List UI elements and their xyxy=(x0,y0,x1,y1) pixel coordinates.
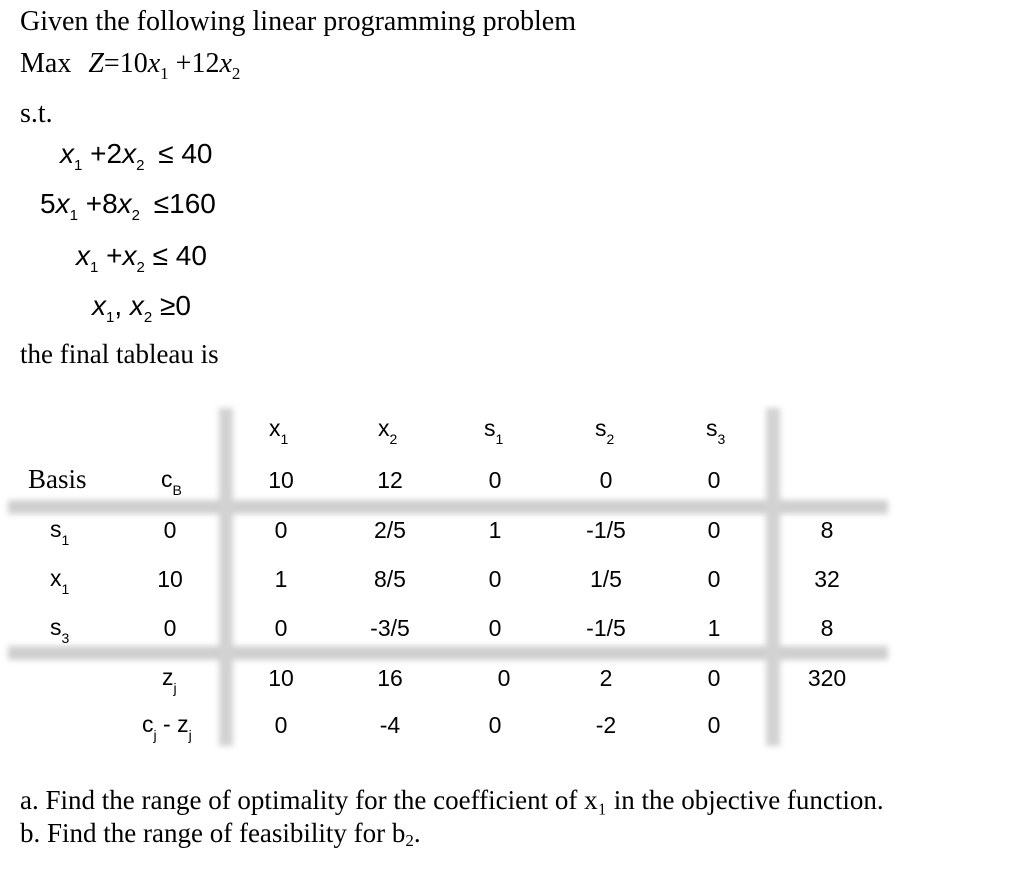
cost-x2: 12 xyxy=(377,467,403,493)
col-header-s2: $s_2$ xyxy=(595,415,615,447)
row-1-cb: 0 xyxy=(163,517,177,543)
constraint-1-x1: x xyxy=(60,138,74,169)
constraint-3-x2-sub: 2 xyxy=(136,259,145,276)
nonneg-sep: , xyxy=(114,290,123,321)
constraint-1-plus: + xyxy=(90,138,107,169)
objective-plus: + xyxy=(175,48,192,79)
tableau-body-divider xyxy=(8,646,888,660)
constraint-1-coef-2: 2 xyxy=(106,138,123,169)
zj-label: $z_j$ xyxy=(162,664,177,696)
row-1-basis: $s_1$ xyxy=(50,516,70,548)
row-2-s1: 0 xyxy=(488,566,502,592)
constraint-2-x1-sub: 1 xyxy=(69,207,78,224)
row-1-s3: 0 xyxy=(707,517,721,543)
cj-minus-zj-label: $c_j - z_j$ xyxy=(142,711,192,743)
objective-equals: = xyxy=(103,48,120,79)
constraint-2-rhs: 160 xyxy=(169,188,216,219)
row-2-cb: 10 xyxy=(157,566,183,592)
constraint-1-x2: x xyxy=(122,138,137,169)
cjzj-x2: -4 xyxy=(379,712,401,738)
constraint-3-rhs: 40 xyxy=(175,240,207,271)
row-2-s3: 0 xyxy=(707,566,721,592)
intro-text: Given the following linear programming problem xyxy=(20,6,576,37)
question-a: a. Find the range of optimality for the coefficient of x₁ in the objective function. xyxy=(20,785,884,815)
question-b: b. Find the range of feasibility for $b_2$. xyxy=(20,818,421,850)
zj-s3: 0 xyxy=(707,665,721,691)
nonneg-x1: x xyxy=(92,290,106,321)
constraint-3-op: ≤ xyxy=(152,240,168,271)
row-2-basis: $x_1$ xyxy=(50,565,70,597)
constraint-1-op: ≤ xyxy=(158,138,174,169)
constraint-3-x2: x xyxy=(122,240,137,271)
objective-x1-sub: 1 xyxy=(160,64,169,83)
objective-x2: x xyxy=(219,48,232,79)
col-header-x2: $x_2$ xyxy=(378,415,398,447)
cost-x1: 10 xyxy=(268,467,294,493)
row-1-x1: 0 xyxy=(274,517,288,543)
row-1-s2: -1/5 xyxy=(586,517,626,543)
tableau-vertical-divider-left xyxy=(219,408,233,746)
row-3-s3: 1 xyxy=(707,615,721,641)
row-2-rhs: 32 xyxy=(814,566,840,592)
nonneg-x2: x xyxy=(129,290,144,321)
nonnegativity-constraint xyxy=(92,290,191,326)
zj-s1: 0 xyxy=(497,665,511,691)
zj-x2: 16 xyxy=(377,665,403,691)
objective-x2-sub: 2 xyxy=(231,64,241,83)
nonneg-rhs: 0 xyxy=(175,290,191,321)
constraint-3-x1: x xyxy=(76,240,90,271)
cjzj-s2: -2 xyxy=(595,712,617,738)
row-1-rhs: 8 xyxy=(820,517,834,543)
row-2-x1: 1 xyxy=(274,566,288,592)
constraint-2-coef-1: 5 xyxy=(40,188,56,219)
cjzj-x1: 0 xyxy=(274,712,288,738)
constraint-1 xyxy=(60,138,213,174)
tableau-header-divider xyxy=(8,500,888,514)
objective-z: Z xyxy=(88,48,104,79)
constraint-1-x1-sub: 1 xyxy=(74,157,83,174)
cb-label: $c_B$ xyxy=(161,466,182,498)
objective-coef-2: 12 xyxy=(191,48,220,79)
row-2-s2: 1/5 xyxy=(590,566,622,592)
cost-s2: 0 xyxy=(599,467,613,493)
row-3-basis: $s_3$ xyxy=(50,614,70,646)
row-3-x1: 0 xyxy=(274,615,288,641)
constraint-1-x2-sub: 2 xyxy=(136,157,145,174)
constraint-2-x2-sub: 2 xyxy=(131,207,140,224)
col-header-s3: $s_3$ xyxy=(706,415,726,447)
nonneg-op: ≥ xyxy=(160,290,176,321)
subject-to-label: s.t. xyxy=(20,98,53,129)
nonneg-x1-sub: 1 xyxy=(106,309,115,326)
row-3-s1: 0 xyxy=(488,615,502,641)
objective-x1: x xyxy=(147,48,161,79)
row-3-x2: -3/5 xyxy=(370,615,410,641)
objective-coef-1: 10 xyxy=(119,48,148,79)
constraint-2-plus: + xyxy=(85,188,103,219)
constraint-3-x1-sub: 1 xyxy=(90,259,99,276)
col-header-s1: $s_1$ xyxy=(484,415,504,447)
final-tableau-label: the final tableau is xyxy=(20,339,219,369)
objective-function xyxy=(20,48,241,83)
constraint-2 xyxy=(40,188,216,224)
row-3-cb: 0 xyxy=(163,615,177,641)
zj-x1: 10 xyxy=(268,665,294,691)
tableau-vertical-divider-right xyxy=(766,408,780,746)
basis-label: Basis xyxy=(28,464,87,494)
constraint-3-plus: + xyxy=(106,240,123,271)
constraint-2-x1: x xyxy=(55,188,70,219)
row-1-s1: 1 xyxy=(488,517,502,543)
nonneg-x2-sub: 2 xyxy=(143,309,153,326)
cjzj-s1: 0 xyxy=(488,712,502,738)
objective-max-label: Max xyxy=(20,48,72,79)
cost-s3: 0 xyxy=(707,467,721,493)
constraint-2-op: ≤ xyxy=(153,188,170,219)
cost-s1: 0 xyxy=(488,467,502,493)
constraint-1-rhs: 40 xyxy=(181,138,213,169)
constraint-3 xyxy=(76,240,207,276)
constraint-2-x2: x xyxy=(117,188,132,219)
zj-rhs: 320 xyxy=(807,665,847,691)
cjzj-s3: 0 xyxy=(707,712,721,738)
row-2-x2: 8/5 xyxy=(374,566,406,592)
constraint-2-coef-2: 8 xyxy=(102,188,118,219)
row-3-rhs: 8 xyxy=(820,615,834,641)
col-header-x1: $x_1$ xyxy=(269,415,289,447)
row-1-x2: 2/5 xyxy=(374,517,406,543)
row-3-s2: -1/5 xyxy=(586,615,626,641)
zj-s2: 2 xyxy=(599,665,613,691)
